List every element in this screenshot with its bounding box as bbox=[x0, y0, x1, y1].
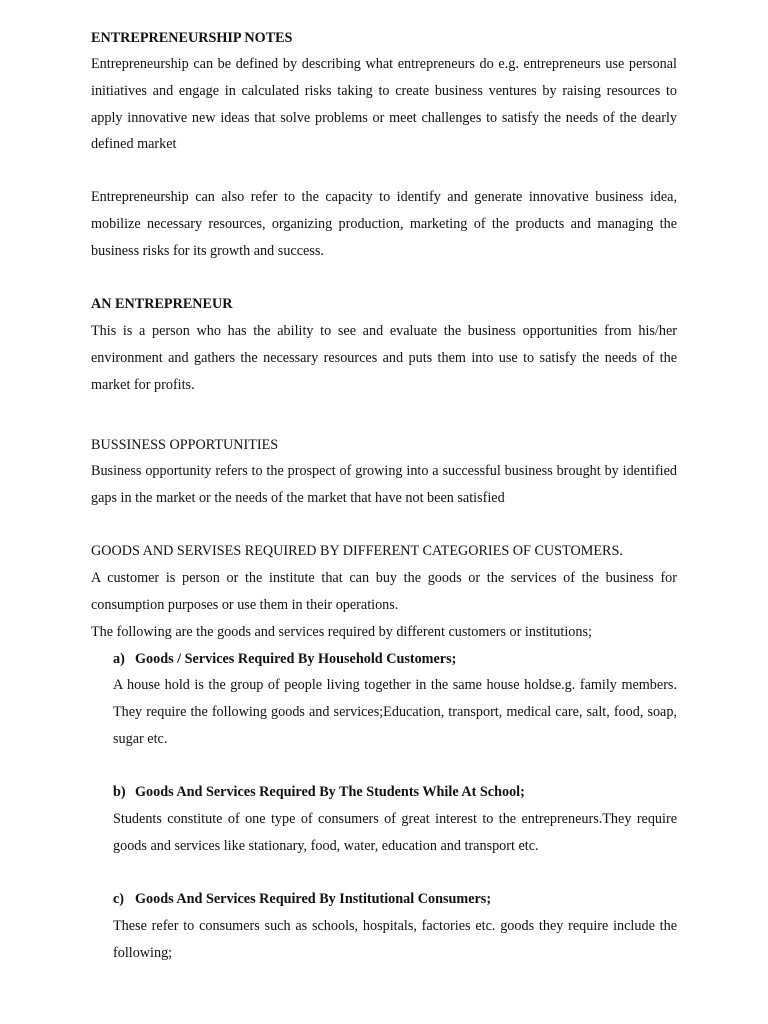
list-item-heading bbox=[113, 886, 677, 913]
list-marker: b) bbox=[113, 784, 126, 800]
document-title: ENTREPRENEURSHIP NOTES bbox=[91, 30, 293, 46]
list-marker: a) bbox=[113, 651, 125, 667]
paragraph-capacity: Entrepreneurship can also refer to the capacity to identify and generate innovative business idea, mobilize necessary resources, organizing production, marketing of the products and managing the business risks for its growth and success. bbox=[91, 189, 677, 259]
paragraph-customer: A customer is person or the institute that can buy the goods or the services of the business for consumption purposes or use them in their operations. bbox=[91, 570, 677, 613]
paragraph-entrepreneur: This is a person who has the ability to see and evaluate the business opportunities from his/her environment and gathers the necessary resources and puts them into use to satisfy the needs of the market for profits. bbox=[91, 323, 677, 393]
heading-goods-services: GOODS AND SERVISES REQUIRED BY DIFFERENT CATEGORIES OF CUSTOMERS. bbox=[91, 543, 623, 559]
paragraph-following: The following are the goods and services required by different customers or institutions; bbox=[91, 624, 592, 640]
list-item-body: These refer to consumers such as schools, hospitals, factories etc. goods they require include the following; bbox=[113, 918, 677, 961]
heading-opportunities: BUSSINESS OPPORTUNITIES bbox=[91, 437, 279, 453]
list-item-heading-text: Goods And Services Required By The Students While At School; bbox=[135, 784, 525, 800]
list-item-heading bbox=[113, 646, 677, 673]
paragraph-definition: Entrepreneurship can be defined by describing what entrepreneurs do e.g. entrepreneurs use personal initiatives and engage in calculated risks taking to create business ventures by raising resources to apply innovative new ideas that solve problems or meet challenges to satisfy the needs of the dearly defined market bbox=[91, 56, 677, 153]
list-marker: c) bbox=[113, 891, 125, 907]
list-item-heading-text: Goods / Services Required By Household Customers; bbox=[135, 651, 457, 667]
paragraph-opportunities: Business opportunity refers to the prospect of growing into a successful business brought by identified gaps in the market or the needs of the market that have not been satisfied bbox=[91, 463, 677, 506]
list-item-body: Students constitute of one type of consumers of great interest to the entrepreneurs.They require goods and services like stationary, food, water, education and transport etc. bbox=[113, 811, 677, 854]
list-item-body: A house hold is the group of people living together in the same house holdse.g. family members. They require the following goods and services;Education, transport, medical care, salt, food, soap, sugar etc. bbox=[113, 677, 677, 747]
list-item-heading bbox=[113, 779, 677, 806]
list-item-heading-text: Goods And Services Required By Institutional Consumers; bbox=[135, 891, 492, 907]
heading-entrepreneur: AN ENTREPRENEUR bbox=[91, 296, 233, 312]
